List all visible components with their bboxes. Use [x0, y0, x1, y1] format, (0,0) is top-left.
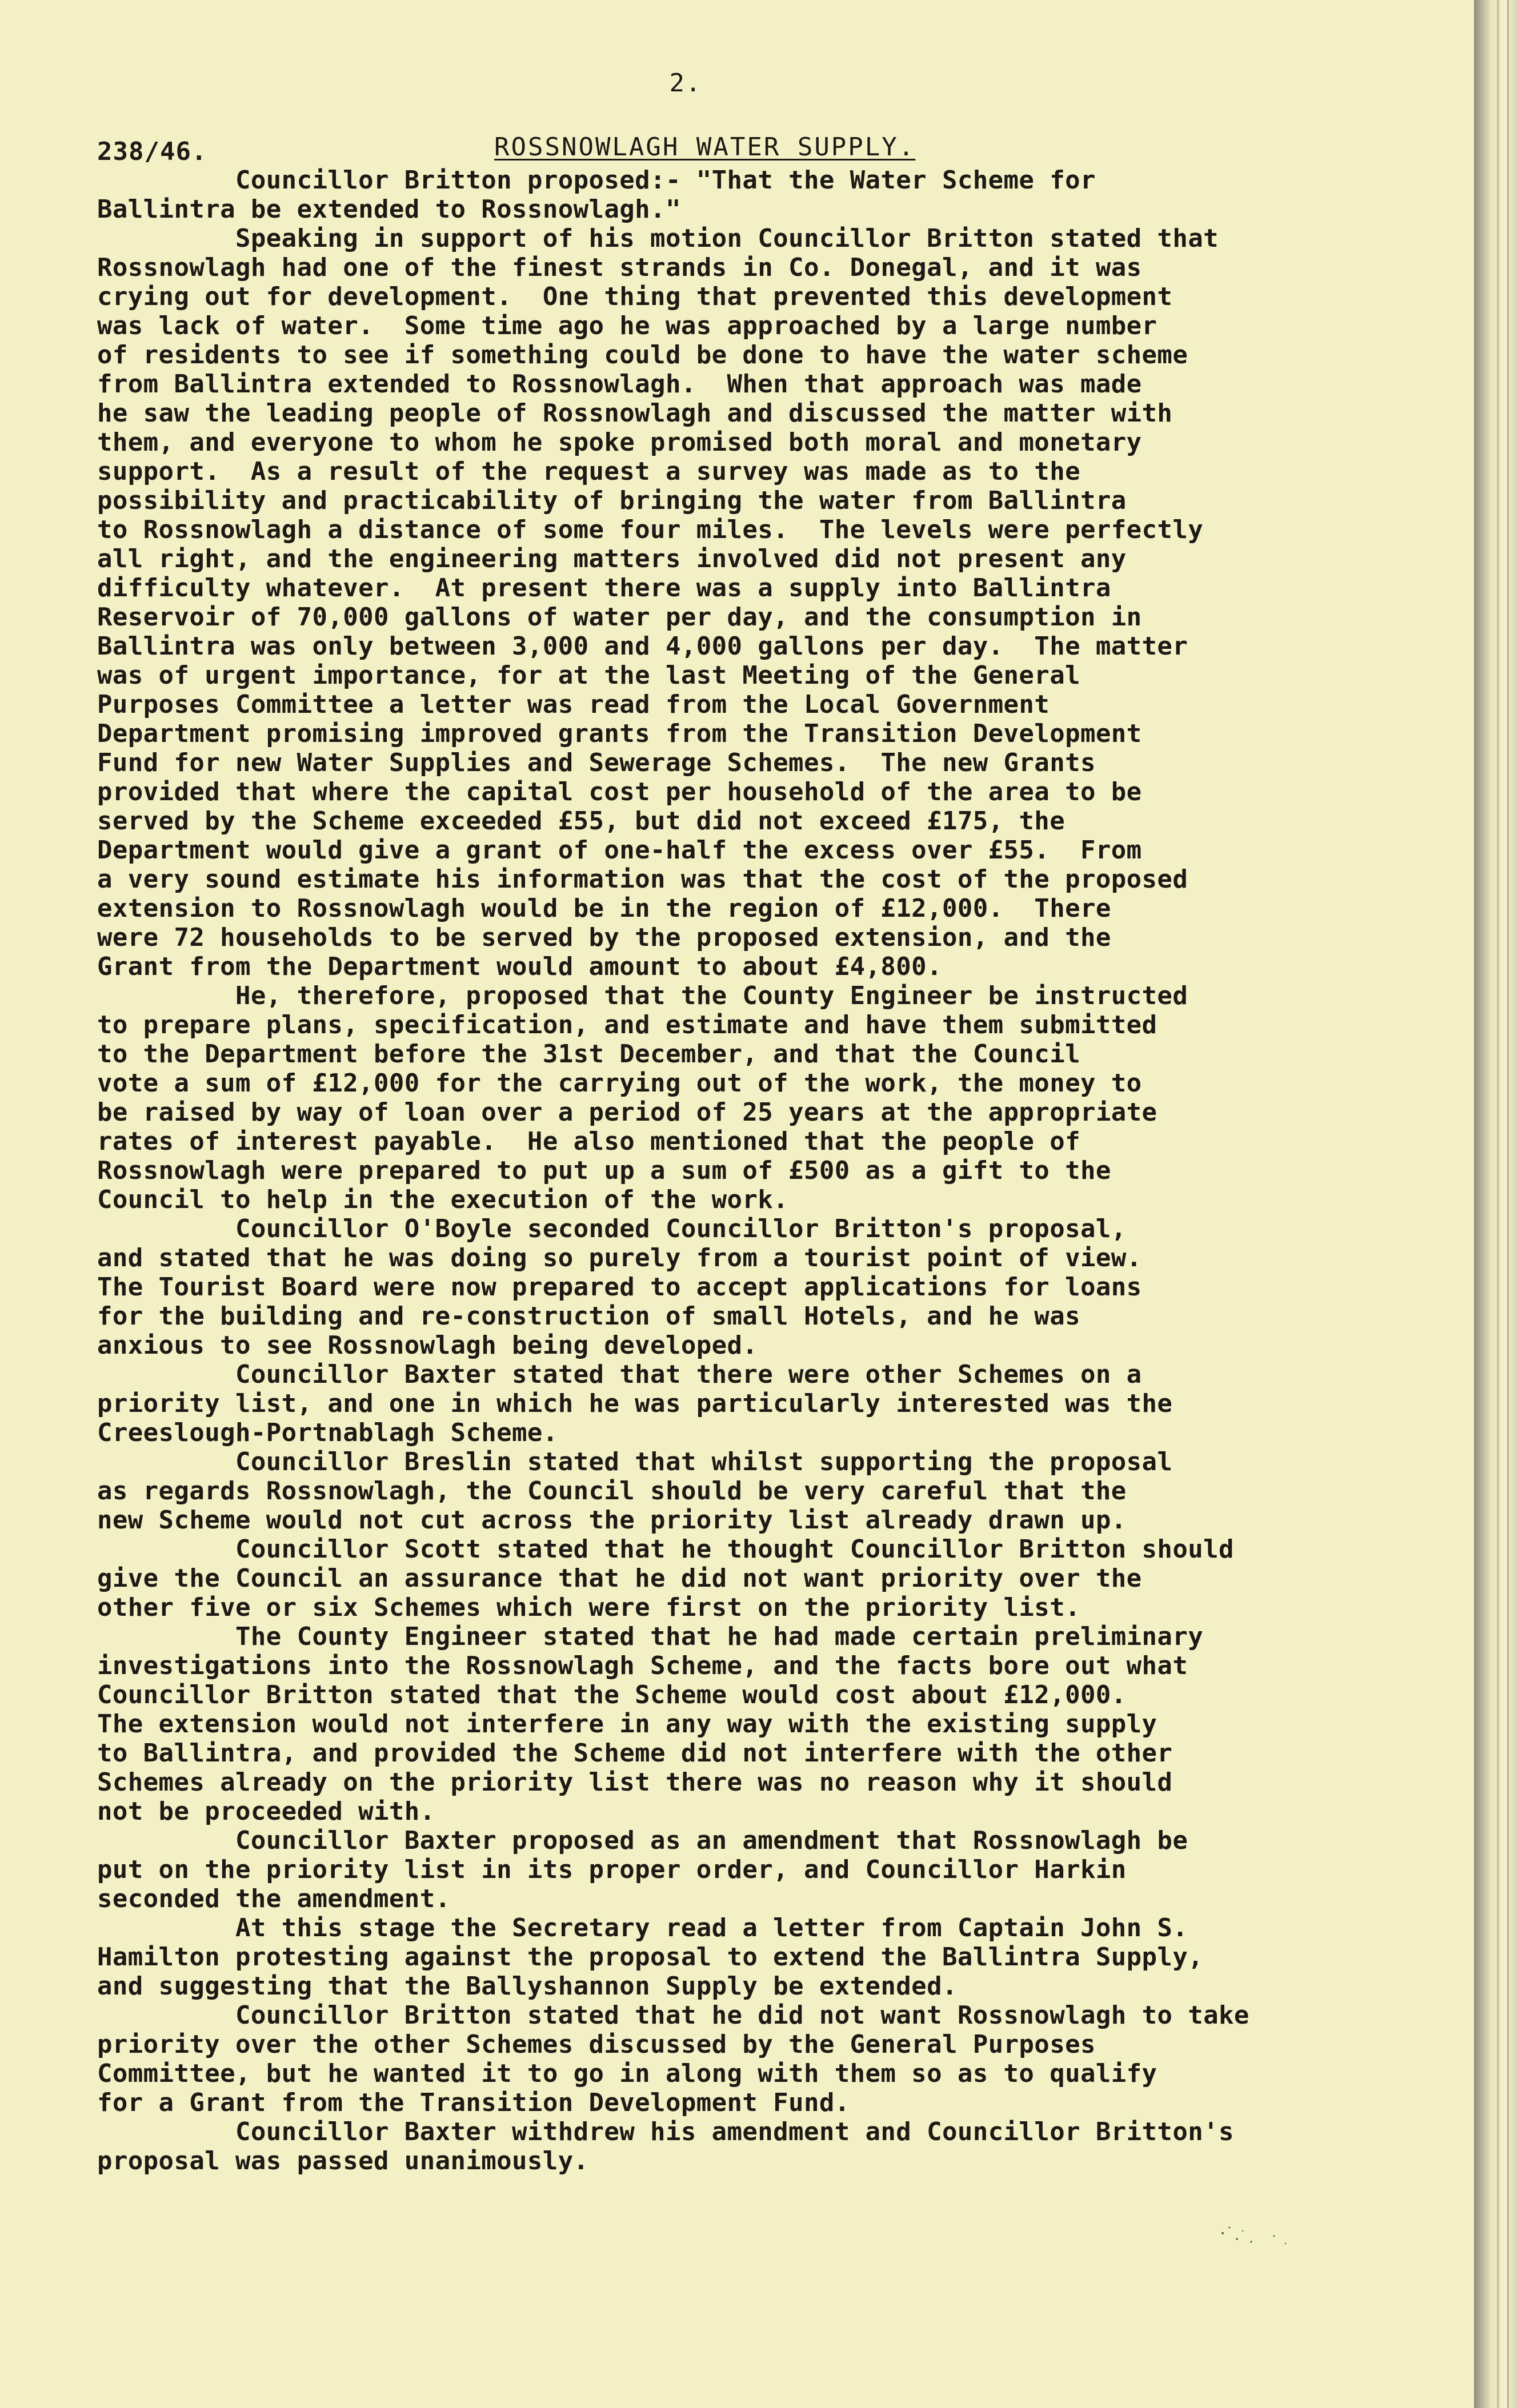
paper-specks: [1211, 2210, 1314, 2256]
text-line: was lack of water. Some time ago he was approached by a large number: [97, 311, 1157, 340]
text-line: Councillor Britton stated that he did not want Rossnowlagh to take: [97, 2001, 1249, 2030]
text-line: He, therefore, proposed that the County Engineer be instructed: [97, 981, 1188, 1010]
text-line: possibility and practicability of bringing the water from Ballintra: [97, 486, 1127, 515]
text-line: for the building and re-construction of small Hotels, and he was: [97, 1302, 1080, 1331]
text-line: Department would give a grant of one-half the excess over £55. From: [97, 836, 1142, 865]
text-line: not be proceeded with.: [97, 1797, 435, 1826]
text-line: priority over the other Schemes discussed by the General Purposes: [97, 2030, 1096, 2059]
text-line: Department promising improved grants from the Transition Development: [97, 719, 1142, 748]
text-line: anxious to see Rossnowlagh being developed.: [97, 1331, 758, 1360]
text-line: to the Department before the 31st December, and that the Council: [97, 1040, 1080, 1069]
text-line: were 72 households to be served by the proposed extension, and the: [97, 923, 1111, 952]
text-line: Councillor O'Boyle seconded Councillor Britton's proposal,: [97, 1214, 1127, 1243]
text-line: At this stage the Secretary read a letter from Captain John S.: [97, 1913, 1188, 1943]
text-line: provided that where the capital cost per household of the area to be: [97, 777, 1142, 806]
text-line: proposal was passed unanimously.: [97, 2146, 589, 2176]
text-line: Creeslough-Portnablagh Scheme.: [97, 1418, 558, 1447]
binding-edge: [1474, 0, 1518, 2408]
text-line: Hamilton protesting against the proposal to extend the Ballintra Supply,: [97, 1943, 1204, 1972]
text-line: Councillor Baxter stated that there were other Schemes on a: [97, 1360, 1142, 1389]
text-line: investigations into the Rossnowlagh Scheme, and the facts bore out what: [97, 1651, 1188, 1680]
text-line: be raised by way of loan over a period of 25 years at the appropriate: [97, 1098, 1157, 1127]
section-heading: ROSSNOWLAGH WATER SUPPLY.: [494, 133, 916, 162]
text-line: them, and everyone to whom he spoke promised both moral and monetary: [97, 428, 1142, 457]
text-line: priority list, and one in which he was particularly interested was the: [97, 1389, 1173, 1418]
text-line: new Scheme would not cut across the priority list already drawn up.: [97, 1506, 1127, 1535]
text-line: for a Grant from the Transition Development Fund.: [97, 2088, 850, 2117]
text-line: Rossnowlagh had one of the finest strands in Co. Donegal, and it was: [97, 253, 1142, 282]
text-line: give the Council an assurance that he did not want priority over the: [97, 1564, 1142, 1593]
text-line: and suggesting that the Ballyshannon Supply be extended.: [97, 1972, 958, 2001]
text-line: support. As a result of the request a survey was made as to the: [97, 457, 1080, 486]
text-line: Rossnowlagh were prepared to put up a sum of £500 as a gift to the: [97, 1156, 1111, 1185]
text-line: crying out for development. One thing that prevented this development: [97, 282, 1173, 311]
text-line: Councillor Baxter withdrew his amendment and Councillor Britton's: [97, 2117, 1234, 2146]
text-line: put on the priority list in its proper order, and Councillor Harkin: [97, 1855, 1127, 1884]
text-line: served by the Scheme exceeded £55, but did not exceed £175, the: [97, 806, 1066, 836]
text-line: and stated that he was doing so purely from a tourist point of view.: [97, 1243, 1142, 1273]
text-line: The Tourist Board were now prepared to accept applications for loans: [97, 1273, 1142, 1302]
text-line: a very sound estimate his information was that the cost of the proposed: [97, 865, 1188, 894]
text-line: Council to help in the execution of the work.: [97, 1185, 789, 1214]
text-line: was of urgent importance, for at the last Meeting of the General: [97, 661, 1080, 690]
text-line: vote a sum of £12,000 for the carrying out of the work, the money to: [97, 1069, 1142, 1098]
text-line: Councillor Britton proposed:- "That the Water Scheme for: [97, 166, 1096, 195]
text-line: Councillor Breslin stated that whilst supporting the proposal: [97, 1447, 1173, 1476]
text-line: from Ballintra extended to Rossnowlagh. When that approach was made: [97, 370, 1142, 399]
text-line: to prepare plans, specification, and estimate and have them submitted: [97, 1010, 1157, 1040]
page-number: 2.: [669, 69, 702, 98]
minute-reference: 238/46.: [97, 137, 207, 166]
text-line: rates of interest payable. He also mentioned that the people of: [97, 1127, 1080, 1156]
text-line: Committee, but he wanted it to go in along with them so as to qualify: [97, 2059, 1157, 2088]
text-line: Schemes already on the priority list there was no reason why it should: [97, 1768, 1173, 1797]
text-line: The County Engineer stated that he had made certain preliminary: [97, 1622, 1204, 1651]
text-line: other five or six Schemes which were first on the priority list.: [97, 1593, 1080, 1622]
text-line: all right, and the engineering matters involved did not present any: [97, 544, 1127, 573]
text-line: Councillor Britton stated that the Scheme would cost about £12,000.: [97, 1680, 1127, 1709]
text-line: Fund for new Water Supplies and Sewerage Schemes. The new Grants: [97, 748, 1096, 777]
text-line: Purposes Committee a letter was read from the Local Government: [97, 690, 1050, 719]
text-line: Speaking in support of his motion Councillor Britton stated that: [97, 224, 1219, 253]
minutes-body-text: [97, 166, 1354, 2176]
text-line: Ballintra was only between 3,000 and 4,000 gallons per day. The matter: [97, 632, 1188, 661]
text-line: to Rossnowlagh a distance of some four miles. The levels were perfectly: [97, 515, 1204, 544]
text-line: he saw the leading people of Rossnowlagh and discussed the matter with: [97, 399, 1173, 428]
text-line: as regards Rossnowlagh, the Council should be very careful that the: [97, 1476, 1127, 1506]
text-line: Ballintra be extended to Rossnowlagh.": [97, 195, 681, 224]
text-line: extension to Rossnowlagh would be in the region of £12,000. There: [97, 894, 1111, 923]
text-line: Grant from the Department would amount to about £4,800.: [97, 952, 942, 981]
text-line: to Ballintra, and provided the Scheme did not interfere with the other: [97, 1739, 1173, 1768]
text-line: Councillor Scott stated that he thought Councillor Britton should: [97, 1535, 1234, 1564]
text-line: difficulty whatever. At present there was a supply into Ballintra: [97, 573, 1111, 603]
text-line: Councillor Baxter proposed as an amendment that Rossnowlagh be: [97, 1826, 1188, 1855]
text-line: The extension would not interfere in any way with the existing supply: [97, 1709, 1157, 1739]
text-line: of residents to see if something could be done to have the water scheme: [97, 340, 1188, 370]
text-line: Reservoir of 70,000 gallons of water per day, and the consumption in: [97, 603, 1142, 632]
text-line: seconded the amendment.: [97, 1884, 451, 1913]
